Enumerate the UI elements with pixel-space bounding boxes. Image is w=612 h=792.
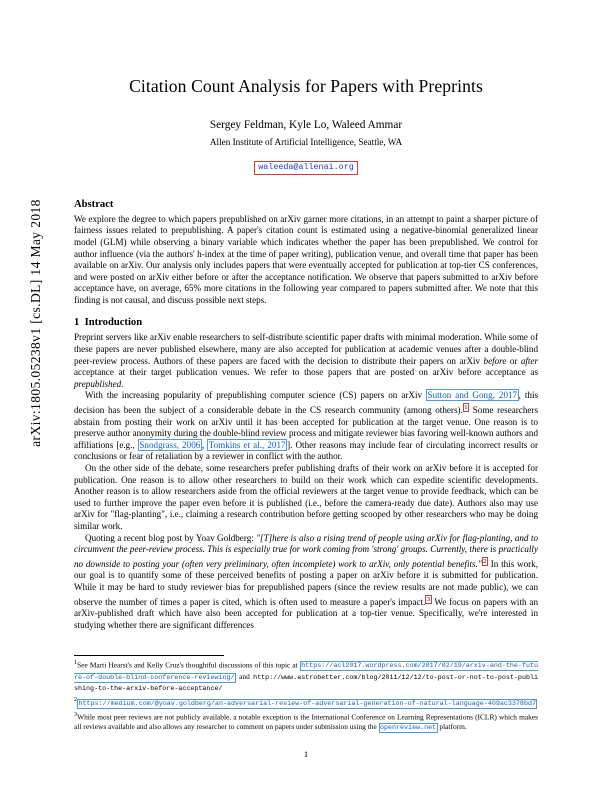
footnote-1-link-1[interactable]: https://acl2017.wordpress.com/2017/02/19/arxiv-and-the-future-of-double-blind-conference-reviewing/ (74, 662, 538, 682)
footnote-separator (74, 655, 224, 656)
author-list: Sergey Feldman, Kyle Lo, Waleed Ammar (209, 119, 403, 131)
footnote-1-link-2[interactable]: http://www.astrobetter.com/blog/2011/12/12/to-post-or-not-to-post-publishing-to-the-arxiv-before-acceptance/ (74, 673, 538, 693)
footnote-3-link[interactable]: openreview.net (379, 723, 437, 732)
arxiv-identifier-stamp: arXiv:1805.05238v1 [cs.DL] 14 May 2018 (28, 199, 43, 447)
footnote-3 (74, 710, 538, 733)
abstract-text: We explore the degree to which papers prepublished on arXiv garner more citations, in an attempt to paint a sharper picture of fairness issues related to prepublishing. A paper's citation count is estimated using a negative-binomial generalized linear model (GLM) while observing a binary variable which indicates whether the paper has been prepublished. We control for author influence (via the authors' h-index at the time of paper writing), publication venue, and overall time that paper has been available on arXiv. Our analysis only includes papers that were eventually accepted for publication at top-tier CS conferences, and were posted on arXiv either before or after the acceptance notification. We observe that papers submitted to arXiv before acceptance have, on average, 65% more citations in the following year compared to papers submitted after. We note that this finding is not causal, and discuss possible next steps. (74, 213, 538, 305)
footnote-3-text: While most peer reviews are not publicly available, a notable exception is the International Conference on Learning Representations (ICLR) which makes all reviews available and also allows any researcher to comment on papers under submission using the (74, 712, 538, 731)
footnote-1-text: See Marti Hearst's and Kelly Cruz's thoughtful discussions of this topic at (77, 660, 300, 670)
paper-content (74, 76, 538, 631)
footnote-1-mid: and (235, 671, 254, 681)
section-1-paragraph-4: Quoting a recent blog post by Yoav Goldberg: "[T]here is also a rising trend of people using arXiv for flag-planting, and to circumvent the peer-review process. This is especially true for work coming from 'strong' groups. Currently, there is practically no downside to posting your (often very preliminary, often incomplete) work to arXiv, only potential benefits." $^2$ In this work, our goal is to quantify some of these perceived benefits of posting a paper on arXiv before it is submitted for publication. While it may be hard to study reviewer bias for prepublished papers (since the review results are not made public), we can observe the number of times a paper is cited, which is often used to measure a paper's impact. $^3$ We focus on papers with an arXiv-published draft which have also been accepted for publication at a top-tier venue. Specifically, we're interested in studying whether there are significant differences (74, 532, 538, 630)
footnote-1-marker: 1 (74, 659, 78, 666)
footnote-3-post: platform. (437, 721, 467, 731)
footnote-2-link[interactable]: https://medium.com/@yoav.goldberg/an-adversarial-review-of-adversarial-generation-of-natural-language-409ac3378bd7 (78, 699, 536, 708)
section-1-paragraph-1: Preprint servers like arXiv enable researchers to self-distribute scientific paper drafts with minimal moderation. While some of these papers are never published elsewhere, many are also accepted for publication at academic venues after a double-blind peer-review process. Authors of these papers are faced with the decision to distribute their papers on arXiv before or after acceptance at their target publication venues. We refer to those papers that are posted on arXiv before acceptance as prepublished. (74, 332, 539, 389)
abstract-heading: Abstract (74, 198, 114, 210)
section-1-paragraph-2: With the increasing popularity of prepublishing computer science (CS) papers on arXiv Sutton and Gong, 2017 , this decision has been the subject of a considerable debate in the CS research community (among others). $^1$ Some researchers abstain from posting their work on arXiv until it has been accepted for publication at the target venue. One reason is to preserve author anonymity during the double-blind review process and mitigate reviewer bias favoring well-known authors and affiliations [e.g., Snodgrass, 2006 , Tomkins et al., 2017 ]. Other reasons may include fear of circulating incorrect results or conclusions or fear of retaliation by a reviewer in conflict with the author. (74, 390, 539, 462)
affiliation: Allen Institute of Artificial Intelligence, Seattle, WA (209, 137, 403, 147)
footnote-2-marker: 2 (74, 696, 78, 704)
section-1-number: 1 (74, 317, 80, 329)
contact-email-wrapper (74, 156, 538, 175)
page-number: 1 (303, 749, 309, 759)
section-1-heading (74, 317, 538, 328)
section-1-paragraph-3: On the other side of the debate, some researchers prefer publishing drafts of their work on arXiv before it is accepted for publication. One reason is to allow other researchers to build on their work which can expedite scientific developments. Another reason is to allow researchers aside from the official reviewers at the target venue to provide feedback, which can be used to further improve the paper even before it is published (i.e., before the camera-ready due date). Authors also may use arXiv for "flag-planting", i.e., claiming a research contribution before getting scooped by other researchers who may be doing similar work. (74, 463, 538, 532)
footnote-3-marker: 3 (74, 711, 78, 719)
page-title: Citation Count Analysis for Papers with Preprints (129, 76, 483, 96)
footnote-1 (74, 658, 538, 694)
footnote-2 (74, 695, 538, 709)
contact-email-link[interactable]: waleeda@allenai.org (254, 161, 358, 175)
section-1-title: Introduction (84, 317, 143, 329)
footnote-list (74, 658, 538, 734)
